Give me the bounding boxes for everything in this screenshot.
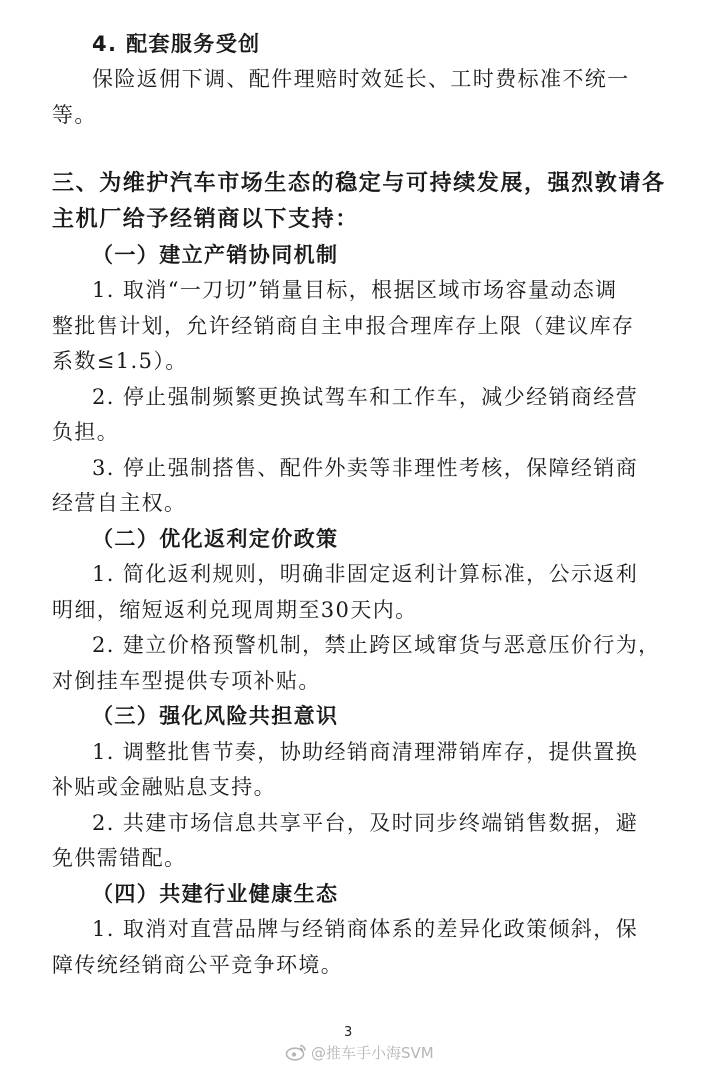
paragraph-line: 经营自主权。 [52,491,187,515]
paragraph-line: 2. 共建市场信息共享平台，及时同步终端销售数据，避 [92,811,639,835]
paragraph-line: 明细，缩短返利兑现周期至30天内。 [52,598,418,622]
weibo-watermark [285,1040,434,1064]
paragraph-line: 补贴或金融贴息支持。 [52,775,276,799]
paragraph-line: 2. 停止强制频繁更换试驾车和工作车，减少经销商经营 [92,385,639,409]
paragraph-line: 1. 取消“一刀切”销量目标，根据区域市场容量动态调 [92,278,618,302]
paragraph-line: 对倒挂车型提供专项补贴。 [52,669,321,693]
paragraph-line: 负担。 [52,420,120,444]
subheading-2: （二）优化返利定价政策 [92,527,339,551]
main-heading-line: 三、为维护汽车市场生态的稳定与可持续发展，强烈敦请各 [52,171,666,196]
main-heading-line: 主机厂给予经销商以下支持： [52,207,359,232]
paragraph-line: 3. 停止强制搭售、配件外卖等非理性考核，保障经销商 [92,456,639,480]
weibo-logo-icon [285,1043,307,1061]
subheading-4: （四）共建行业健康生态 [92,882,339,906]
watermark-text: @推车手小海SVM [311,1043,434,1062]
paragraph-line: 1. 简化返利规则，明确非固定返利计算标准，公示返利 [92,562,639,586]
paragraph-line: 系数≤1.5）。 [52,349,188,373]
paragraph-line: 障传统经销商公平竞争环境。 [52,953,344,977]
paragraph-line: 免供需错配。 [52,846,187,870]
paragraph-line: 等。 [52,103,97,127]
section-heading-service: 4. 配套服务受创 [92,32,261,56]
paragraph-line: 保险返佣下调、配件理赔时效延长、工时费标准不统一 [92,67,630,91]
paragraph-line: 2. 建立价格预警机制，禁止跨区域窜货与恶意压价行为， [92,633,661,657]
paragraph-line: 整批售计划，允许经销商自主申报合理库存上限（建议库存 [52,314,635,338]
paragraph-line: 1. 调整批售节奏，协助经销商清理滞销库存，提供置换 [92,740,639,764]
subheading-1: （一）建立产销协同机制 [92,243,339,267]
page-number: 3 [344,1025,353,1040]
subheading-3: （三）强化风险共担意识 [92,704,339,728]
paragraph-line: 1. 取消对直营品牌与经销商体系的差异化政策倾斜，保 [92,917,639,941]
